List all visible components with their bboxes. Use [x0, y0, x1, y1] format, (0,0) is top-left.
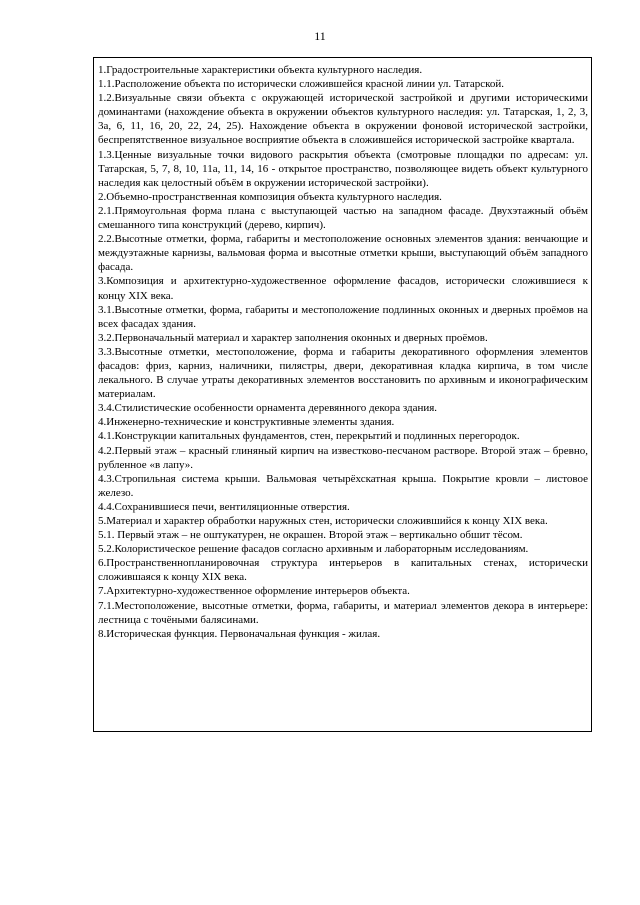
item-3-3: 3.3.Высотные отметки, местоположение, форма и габариты декоративного оформления элементов фасадов: фриз, карниз, наличники, пилястры, двери, декоративная кладка кирпича, в том числе лекального. В случае утраты декоративных элементов восстановить по архивным и иконографическим материалам. [98, 345, 588, 401]
item-4-4: 4.4.Сохранившиеся печи, вентиляционные отверстия. [98, 500, 350, 513]
section-5-heading: 5.Материал и характер обработки наружных стен, исторически сложившийся к концу XIX века. [98, 515, 548, 527]
section-2-heading: 2.Объемно-пространственная композиция объекта культурного наследия. [98, 190, 442, 203]
item-5-2: 5.2.Колористическое решение фасадов согласно архивным и лабораторным исследованиям. [98, 543, 529, 556]
item-3-2: 3.2.Первоначальный материал и характер заполнения оконных и дверных проёмов. [98, 331, 488, 344]
section-3-heading: 3.Композиция и архитектурно-художественное оформление фасадов, исторически сложившиеся к концу XIX века. [98, 275, 588, 302]
page-number: 11 [314, 29, 326, 43]
item-4-3: 4.3.Стропильная система крыши. Вальмовая четырёхскатная крыша. Покрытие кровли – листовое железо. [98, 472, 588, 499]
section-8-heading: 8.Историческая функция. Первоначальная функция - жилая. [98, 627, 381, 640]
section-7-heading: 7.Архитектурно-художественное оформление интерьеров объекта. [98, 585, 410, 598]
heritage-characteristics-box [93, 57, 592, 732]
item-1-2: 1.2.Визуальные связи объекта с окружающей исторической застройкой и другими историческими доминантами (нахождение объекта в окружении объектов культурного наследия: ул. Татарская, 1, 2, 3, 3а, 6, 11, 16, 20, 22, 24, 25). Нахождение объекта в окружении фоновой исторической застройки, беспрепятственное визуальное восприятие объекта в сложившейся исторической застройке квартала. [98, 92, 588, 147]
item-3-1: 3.1.Высотные отметки, форма, габариты и местоположение подлинных оконных и дверных проёмов на всех фасадах здания. [98, 303, 588, 330]
item-3-4: 3.4.Стилистические особенности орнамента деревянного декора здания. [98, 402, 438, 415]
section-6-heading: 6.Пространственнопланировочная структура интерьеров в капитальных стенах, исторически сложившаяся к концу XIX века. [98, 557, 588, 584]
section-4-heading: 4.Инженерно-технические и конструктивные элементы здания. [98, 416, 395, 429]
item-1-3: 1.3.Ценные визуальные точки видового раскрытия объекта (смотровые площадки по адресам: ул. Татарская, 5, 7, 8, 10, 11а, 11, 14, 16 - открытое пространство, позволяющее видеть объект культурного наследия как целостный объём в окружении исторической застройки). [98, 148, 588, 189]
item-4-1: 4.1.Конструкции капитальных фундаментов, стен, перекрытий и подлинных перегородок. [98, 430, 520, 443]
item-2-1: 2.1.Прямоугольная форма плана с выступающей частью на западном фасаде. Двухэтажный объём смешанного типа конструкций (дерево, кирпич). [98, 204, 588, 232]
item-4-2: 4.2.Первый этаж – красный глиняный кирпич на известково-песчаном растворе. Второй этаж – бревно, рубленное «в лапу». [98, 444, 588, 471]
item-1-1: 1.1.Расположение объекта по исторически сложившейся красной линии ул. Татарской. [98, 78, 505, 91]
item-5-1: 5.1. Первый этаж – не оштукатурен, не окрашен. Второй этаж – вертикально обшит тёсом. [98, 529, 523, 542]
section-1-heading: 1.Градостроительные характеристики объекта культурного наследия. [98, 64, 423, 76]
item-7-1: 7.1.Местоположение, высотные отметки, форма, габариты, и материал элементов декора в интерьере: лестница с точёными балясинами. [98, 599, 588, 626]
item-2-2: 2.2.Высотные отметки, форма, габариты и местоположение основных элементов здания: венчающие и междуэтажные карнизы, вальмовая форма и высотные отметки крыши, выступающий объём западного фасада. [98, 233, 588, 274]
